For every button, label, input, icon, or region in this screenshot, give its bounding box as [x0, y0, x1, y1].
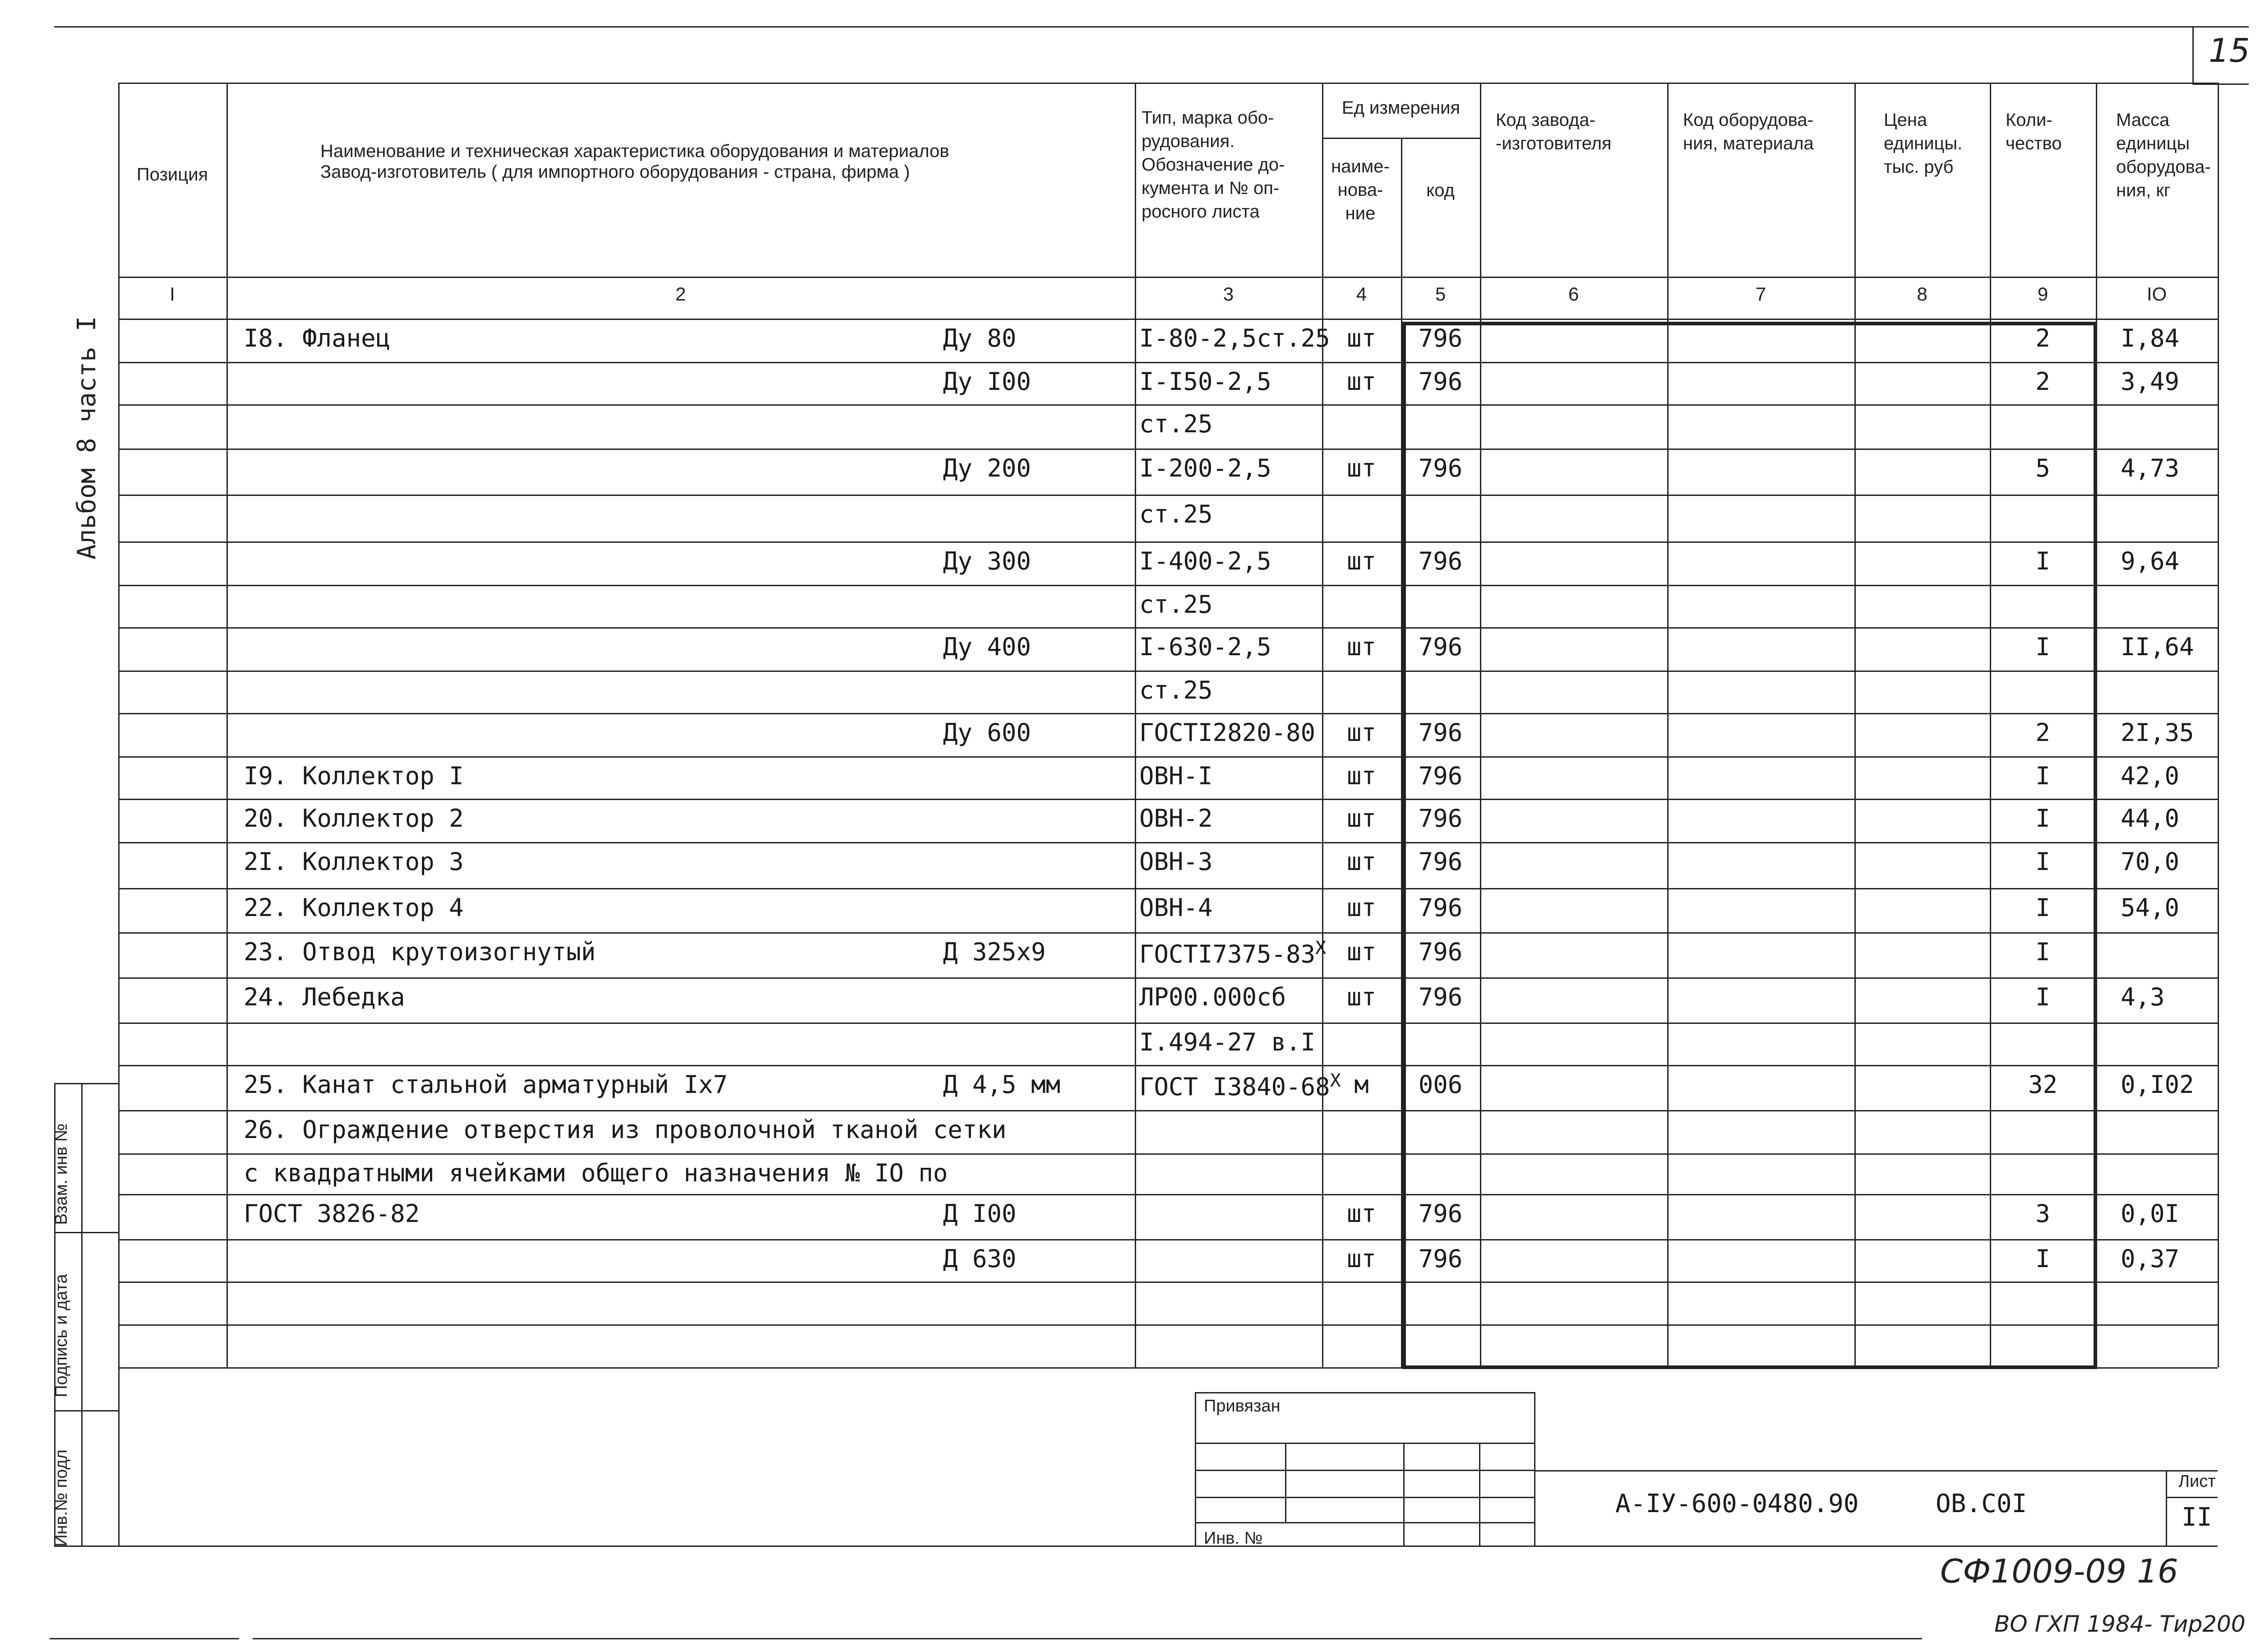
row-name: 26. Ограждение отверстия из проволочной тканой сетки	[244, 1115, 1007, 1144]
row-quantity: 2	[2035, 367, 2050, 396]
header-bottom-line	[118, 277, 2218, 278]
row-type: ГОСТ $I3840-68^Х$	[1139, 1070, 1341, 1101]
margin-inner-left	[81, 1083, 83, 1546]
row-line-3	[118, 449, 2218, 450]
row-type: ст.25	[1139, 410, 1213, 438]
stamp-v-3	[1479, 1443, 1480, 1546]
row-mass: I,84	[2121, 324, 2180, 352]
header-quantity: Коли- чество	[2006, 110, 2062, 153]
row-line-4	[118, 495, 2218, 496]
row-unit-code: 796	[1418, 633, 1463, 661]
row-unit-code: 796	[1418, 804, 1463, 833]
stamp-line-2	[1195, 1470, 1535, 1471]
row-quantity: I	[2035, 633, 2050, 661]
document-suffix: ОВ.С0I	[1936, 1489, 2027, 1518]
row-line-9	[118, 713, 2218, 714]
row-name: 2I. Коллектор 3	[244, 847, 464, 876]
row-line-7	[118, 627, 2218, 629]
row-line-13	[118, 888, 2218, 889]
row-line-8	[118, 671, 2218, 672]
row-type: I-630-2,5	[1139, 633, 1271, 661]
row-unit-code: 796	[1418, 847, 1463, 876]
row-quantity: I	[2035, 1245, 2050, 1273]
row-type: I.494-27 в.I	[1139, 1028, 1316, 1056]
margin-vzam-inv: Взам. инв №	[52, 1123, 71, 1225]
row-name: с квадратными ячейками общего назначения № IО по	[244, 1159, 948, 1187]
row-unit: шт	[1346, 1245, 1377, 1273]
row-line-17	[118, 1065, 2218, 1066]
sheet-label: Лист	[2178, 1472, 2216, 1491]
row-type-mark: Х	[1330, 1070, 1341, 1091]
column-divider-8	[1990, 83, 1991, 1367]
row-line-15	[118, 977, 2218, 979]
row-type: ст.25	[1139, 590, 1213, 619]
row-spec: Д I00	[943, 1199, 1017, 1228]
row-name: 22. Коллектор 4	[244, 893, 464, 922]
column-divider-1	[227, 83, 228, 1367]
row-mass: 2I,35	[2121, 718, 2194, 747]
row-unit: шт	[1346, 718, 1377, 747]
column-number-9: 9	[2037, 283, 2048, 305]
frame-left	[118, 83, 120, 1546]
row-spec: Ду 300	[943, 547, 1031, 575]
margin-inv-podl: Инв.№ подл	[52, 1449, 71, 1547]
row-mass: 0,37	[2121, 1245, 2180, 1273]
row-line-20	[118, 1194, 2218, 1195]
row-spec: Ду 200	[943, 454, 1031, 482]
row-line-10	[118, 756, 2218, 758]
row-line-12	[118, 842, 2218, 843]
stamp-line-3	[1195, 1497, 1535, 1498]
frame-top	[118, 83, 2218, 84]
footer-note: ВО ГХП 1984- Тир200	[1994, 1611, 2246, 1637]
row-line-16	[118, 1023, 2218, 1024]
row-type: $ГОСТI7375-83^Х$	[1139, 938, 1327, 968]
row-unit-code: 796	[1418, 938, 1463, 966]
row-mass: 3,49	[2121, 367, 2180, 396]
row-unit: шт	[1346, 1199, 1377, 1228]
stamp-v-2	[1403, 1443, 1405, 1546]
row-unit: шт	[1346, 893, 1377, 922]
row-line-22	[118, 1282, 2218, 1283]
row-name: ГОСТ 3826-82	[244, 1199, 420, 1228]
sheet-top-edge	[54, 26, 2249, 28]
header-unit-price: Цена единицы. тыс. руб	[1884, 110, 1963, 177]
row-quantity: I	[2035, 893, 2050, 922]
row-type-mark: Х	[1315, 938, 1327, 958]
album-label: Альбом 8 часть I	[72, 316, 102, 560]
row-spec: Ду 400	[943, 633, 1031, 661]
row-quantity: I	[2035, 938, 2050, 966]
thick-border-top	[1402, 322, 2097, 325]
row-unit-code: 796	[1418, 547, 1463, 575]
archive-number: СФ1009-09 16	[1940, 1552, 2178, 1590]
row-unit: шт	[1346, 367, 1377, 396]
row-type: ОВН-I	[1139, 762, 1213, 790]
row-type: ОВН-4	[1139, 893, 1213, 922]
stamp-top	[1195, 1392, 1535, 1393]
column-divider-3	[1322, 83, 1323, 1367]
row-unit: шт	[1346, 762, 1377, 790]
bottom-edge-right	[253, 1638, 1922, 1639]
row-unit: шт	[1346, 938, 1377, 966]
sheet-number: II	[2182, 1503, 2212, 1532]
column-number-1: I	[170, 283, 175, 305]
row-type: ЛР00.000сб	[1139, 983, 1286, 1011]
row-line-18	[118, 1110, 2218, 1111]
row-type: ОВН-3	[1139, 847, 1213, 876]
row-mass: 44,0	[2121, 804, 2180, 833]
header-manufacturer-code: Код завода- -изготовителя	[1496, 110, 1612, 153]
row-quantity: 2	[2035, 718, 2050, 747]
row-unit: шт	[1346, 547, 1377, 575]
page-number-box-divider	[2192, 27, 2194, 83]
row-type: ОВН-2	[1139, 804, 1213, 833]
thick-border-bottom	[1402, 1365, 2097, 1369]
row-line-14	[118, 932, 2218, 934]
row-quantity: I	[2035, 762, 2050, 790]
stamp-line-1	[1195, 1443, 1535, 1444]
row-mass: 70,0	[2121, 847, 2180, 876]
margin-outer-left	[54, 1083, 55, 1546]
column-number-8: 8	[1917, 283, 1928, 305]
row-quantity: I	[2035, 547, 2050, 575]
row-spec: Ду 600	[943, 718, 1031, 747]
page-number: 15	[2209, 32, 2250, 69]
row-name: I9. Коллектор I	[244, 762, 464, 790]
row-spec: Д 325х9	[943, 938, 1046, 966]
row-quantity: I	[2035, 804, 2050, 833]
row-type: I-400-2,5	[1139, 547, 1271, 575]
row-unit-code: 006	[1418, 1070, 1463, 1099]
margin-podpis-data: Подпись и дата	[52, 1274, 71, 1397]
row-mass: 54,0	[2121, 893, 2180, 922]
sheet-box-left	[2166, 1470, 2167, 1546]
frame-right	[2218, 83, 2219, 1367]
row-mass: II,64	[2121, 633, 2194, 661]
row-name: 20. Коллектор 2	[244, 804, 464, 833]
row-unit-code: 796	[1418, 762, 1463, 790]
row-mass: 4,73	[2121, 454, 2180, 482]
row-mass: 0,I02	[2121, 1070, 2194, 1099]
row-line-23	[118, 1324, 2218, 1326]
row-line-6	[118, 585, 2218, 586]
row-unit-code: 796	[1418, 718, 1463, 747]
row-type: I-80-2,5ст.25	[1139, 324, 1330, 352]
row-line-1	[118, 362, 2218, 363]
row-type: ГОСТI2820-80	[1139, 718, 1316, 747]
row-unit-code: 796	[1418, 983, 1463, 1011]
row-unit-code: 796	[1418, 1199, 1463, 1228]
column-number-4: 4	[1356, 283, 1367, 305]
row-name: 23. Отвод крутоизогнутый	[244, 938, 596, 966]
margin-sep-1	[54, 1232, 118, 1233]
row-mass: 4,3	[2121, 983, 2165, 1011]
row-unit: шт	[1346, 847, 1377, 876]
row-unit: шт	[1346, 454, 1377, 482]
header-name-line2: Завод-изготовитель ( для импортного оборудования - страна, фирма )	[320, 162, 910, 182]
column-number-3: 3	[1223, 283, 1234, 305]
row-name: I8. Фланец	[244, 324, 391, 352]
header-unit-name: наиме- нова- ние	[1331, 157, 1390, 223]
row-quantity: I	[2035, 983, 2050, 1011]
row-unit: шт	[1346, 324, 1377, 352]
row-quantity: I	[2035, 847, 2050, 876]
row-mass: 9,64	[2121, 547, 2180, 575]
row-unit: шт	[1346, 983, 1377, 1011]
row-mass: 0,0I	[2121, 1199, 2180, 1228]
thick-border-right	[2094, 322, 2097, 1367]
row-quantity: 2	[2035, 324, 2050, 352]
row-quantity: 5	[2035, 454, 2050, 482]
row-spec: Ду I00	[943, 367, 1031, 396]
row-unit: шт	[1346, 633, 1377, 661]
row-spec: Д 4,5 мм	[943, 1070, 1061, 1099]
row-unit-code: 796	[1418, 324, 1463, 352]
row-mass: 42,0	[2121, 762, 2180, 790]
header-unit-group: Ед измерения	[1341, 98, 1461, 118]
row-unit: м	[1354, 1070, 1369, 1099]
column-divider-6	[1667, 83, 1669, 1367]
header-name-line1: Наименование и техническая характеристика оборудования и материалов	[320, 141, 949, 161]
row-quantity: 32	[2028, 1070, 2058, 1099]
row-spec: Д 630	[943, 1245, 1017, 1273]
row-type: ст.25	[1139, 676, 1213, 704]
row-unit-code: 796	[1418, 1245, 1463, 1273]
column-divider-2	[1135, 83, 1136, 1367]
stamp-inv-no: Инв. №	[1204, 1529, 1263, 1548]
row-unit-code: 796	[1418, 367, 1463, 396]
header-type-mark: Тип, марка обо- рудования. Обозначение до- кумента и № оп- росного листа	[1142, 108, 1285, 222]
column-number-7: 7	[1755, 283, 1766, 305]
row-unit-code: 796	[1418, 454, 1463, 482]
colnum-bottom-line	[118, 319, 2218, 320]
stamp-v-1	[1285, 1443, 1286, 1522]
header-unit-mass: Масса единицы оборудова- ния, кг	[2116, 110, 2211, 200]
column-number-10: IO	[2146, 283, 2167, 305]
row-line-2	[118, 404, 2218, 406]
row-unit: шт	[1346, 804, 1377, 833]
thick-border-left	[1402, 322, 1406, 1367]
page-bottom-line	[118, 1546, 2218, 1547]
sheet-box-divider	[2166, 1497, 2218, 1498]
row-line-19	[118, 1153, 2218, 1155]
row-name: 25. Канат стальной арматурный Iх7	[244, 1070, 728, 1099]
column-divider-5	[1480, 83, 1481, 1367]
margin-top	[54, 1083, 118, 1084]
row-type: I-I50-2,5	[1139, 367, 1271, 396]
stamp-privyazan: Привязан	[1204, 1397, 1281, 1416]
row-spec: Ду 80	[943, 324, 1017, 352]
header-position: Позиция	[136, 165, 208, 185]
row-line-21	[118, 1239, 2218, 1240]
document-code: А-IУ-600-0480.90	[1615, 1489, 1859, 1518]
row-type: ст.25	[1139, 500, 1213, 528]
margin-sep-2	[54, 1410, 118, 1411]
row-type: I-200-2,5	[1139, 454, 1271, 482]
column-divider-7	[1854, 83, 1856, 1367]
header-equipment-code: Код оборудова- ния, материала	[1683, 110, 1814, 153]
row-line-11	[118, 799, 2218, 800]
header-unit-code: код	[1426, 180, 1455, 200]
row-quantity: 3	[2035, 1199, 2050, 1228]
margin-bottom	[54, 1546, 118, 1547]
row-unit-code: 796	[1418, 893, 1463, 922]
column-number-5: 5	[1435, 283, 1446, 305]
row-name: 24. Лебедка	[244, 983, 405, 1011]
column-number-6: 6	[1568, 283, 1579, 305]
row-line-5	[118, 541, 2218, 543]
bottom-edge-left	[50, 1638, 239, 1639]
title-block-top	[1534, 1470, 2218, 1472]
stamp-line-4	[1195, 1522, 1535, 1523]
column-number-2: 2	[675, 283, 686, 305]
